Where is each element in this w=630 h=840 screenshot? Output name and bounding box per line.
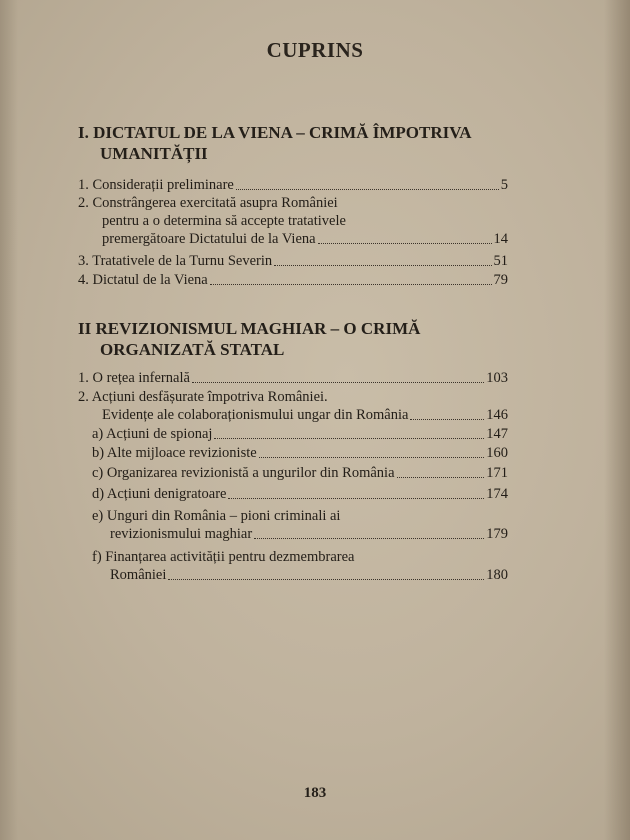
toc-entry-text: c) Organizarea revizionistă a ungurilor din România xyxy=(92,465,395,481)
toc-entry-page: 180 xyxy=(486,567,508,583)
chapter-2-heading xyxy=(78,318,502,360)
toc-entry-page: 179 xyxy=(486,526,508,542)
toc-entry-2-2 xyxy=(78,388,508,424)
toc-entry-text: 4. Dictatul de la Viena xyxy=(78,272,208,288)
toc-entry-text-line2: pentru a o determina să accepte tratativele xyxy=(102,213,346,229)
chapter-2-heading-line1: II REVIZIONISMUL MAGHIAR – O CRIMĂ xyxy=(78,319,421,338)
toc-entry-2-2c xyxy=(92,464,508,482)
toc-entry-2-2a xyxy=(92,425,508,443)
toc-entry-2-2e xyxy=(92,507,508,543)
toc-entry-2-2f xyxy=(92,548,508,584)
toc-entry-text-line1: 2. Acțiuni desfășurate împotriva României. xyxy=(78,389,328,405)
toc-entry-2-2d xyxy=(92,485,508,503)
leader-dots xyxy=(397,477,485,478)
chapter-1-heading xyxy=(78,122,502,164)
toc-entry-text-line2: României xyxy=(110,567,167,583)
leader-dots xyxy=(168,579,484,580)
leader-dots xyxy=(210,284,492,285)
toc-entry-page: 51 xyxy=(493,253,508,269)
toc-entry-1-4 xyxy=(78,271,508,289)
toc-entry-page: 79 xyxy=(493,272,508,288)
toc-entry-text: b) Alte mijloace revizioniste xyxy=(92,445,257,461)
toc-entry-1-1 xyxy=(78,176,508,194)
leader-dots xyxy=(254,538,484,539)
toc-entry-page: 103 xyxy=(486,370,508,386)
toc-entry-page: 147 xyxy=(486,426,508,442)
leader-dots xyxy=(410,419,484,420)
toc-entry-1-2 xyxy=(78,194,508,248)
toc-entry-text-line3: premergătoare Dictatului de la Viena xyxy=(102,231,316,247)
toc-entry-page: 171 xyxy=(486,465,508,481)
page-shadow-left xyxy=(0,0,18,840)
page-shadow-right xyxy=(604,0,630,840)
toc-entry-text: 1. Considerații preliminare xyxy=(78,177,234,193)
toc-entry-page: 5 xyxy=(500,177,508,193)
leader-dots xyxy=(192,382,484,383)
page-number: 183 xyxy=(303,785,327,801)
toc-entry-text: 3. Tratativele de la Turnu Severin xyxy=(78,253,273,269)
toc-entry-2-1 xyxy=(78,369,508,387)
leader-dots xyxy=(259,457,485,458)
toc-entry-text-line1: f) Finanțarea activității pentru dezmembrarea xyxy=(92,549,355,565)
leader-dots xyxy=(214,438,484,439)
toc-entry-page: 160 xyxy=(486,445,508,461)
toc-entry-text: d) Acțiuni denigratoare xyxy=(92,486,227,502)
toc-entry-text-line1: 2. Constrângerea exercitată asupra României xyxy=(78,195,338,211)
toc-entry-page: 174 xyxy=(486,486,508,502)
chapter-2-heading-line2: ORGANIZATĂ STATAL xyxy=(100,340,285,359)
toc-entry-page: 146 xyxy=(486,407,508,423)
leader-dots xyxy=(228,498,484,499)
toc-entry-page: 14 xyxy=(493,231,508,247)
toc-entry-text-line2: Evidențe ale colaboraționismului ungar din România xyxy=(102,407,409,423)
toc-entry-text: a) Acțiuni de spionaj xyxy=(92,426,213,442)
toc-entry-1-3 xyxy=(78,252,508,270)
toc-entry-text-line2: revizionismului maghiar xyxy=(110,526,253,542)
toc-entry-text: 1. O rețea infernală xyxy=(78,370,190,386)
leader-dots xyxy=(236,189,499,190)
toc-entry-text-line1: e) Unguri din România – pioni criminali ai xyxy=(92,508,341,524)
page-title: CUPRINS xyxy=(266,38,364,62)
chapter-1-heading-line2: UMANITĂȚII xyxy=(100,144,208,163)
leader-dots xyxy=(274,265,491,266)
chapter-1-heading-line1: I. DICTATUL DE LA VIENA – CRIMĂ ÎMPOTRIVA xyxy=(78,123,472,142)
toc-entry-2-2b xyxy=(92,444,508,462)
leader-dots xyxy=(318,243,492,244)
